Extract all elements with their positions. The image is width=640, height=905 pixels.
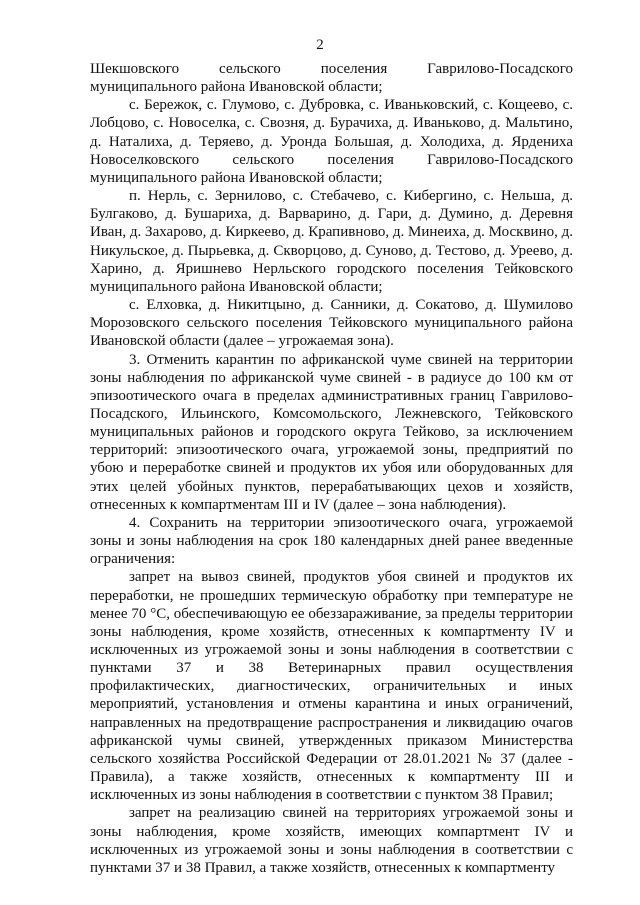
page-number: 2 [316,37,324,53]
document-body [90,60,573,877]
paragraph-continuation: Шекшовского сельского поселения Гаврилово-Посадского муниципального района Ивановской области; [90,61,573,96]
paragraph-export-ban: запрет на вывоз свиней, продуктов убоя свиней и продуктов их переработки, не прошедших термическую обработку при температуре не менее 70 °С, обеспечивающую ее обеззараживание, за пределы территории зоны наблюдения, кроме хозяйств, отнесенных к компартменту IV и исключенных из угрожаемой зоны и зоны наблюдения в соответствии с пунктами 37 и 38 Ветеринарных правил осуществления профилактических, диагностических, ограничительных и иных мероприятий, установления и отмены карантина и иных ограничений, направленных на предотвращение распространения и ликвидацию очагов африканской чумы свиней, утвержденных приказом Министерства сельского хозяйства Российской Федерации от 28.01.2021 № 37 (далее - Правила), а также хозяйств, отнесенных к компартменту III и исключенных из зоны наблюдения в соответствии с пунктом 38 Правил; [90,569,573,804]
paragraph-morozovskoe-list: с. Елховка, д. Никитцыно, д. Санники, д. Сокатово, д. Шумилово Морозовского сельского поселения Тейковского муниципального района Ивановской области (далее – угрожаемая зона). [90,297,573,350]
paragraph-nerlskoe-list: п. Нерль, с. Зернилово, с. Стебачево, с. Кибергино, с. Нельша, д. Булгаково, д. Бушариха, д. Варварино, д. Гари, д. Думино, д. Деревня Иван, д. Захарово, д. Киркеево, д. Крапивново, д. Минеиха, д. Москвино, д. Никульское, д. Пырьевка, д. Скворцово, д. Суново, д. Тестово, д. Уреево, д. Харино, д. Яришнево Нерльского городского поселения Тейковского муниципального района Ивановской области; [90,188,573,295]
paragraph-novoselkovskoe-list: с. Бережок, с. Глумово, с. Дубровка, с. Иваньковский, с. Кощеево, с. Лобцово, с. Новоселка, с. Свозня, д. Бурачиха, д. Иваньково, д. Мальтино, д. Наталиха, д. Теряево, д. Уронда Большая, д. Холодиха, д. Ярдениха Новоселковского сельского поселения Гаврилово-Посадского муниципального района Ивановской области; [90,97,573,186]
paragraph-item-4: 4. Сохранить на территории эпизоотического очага, угрожаемой зоны и зоны наблюдения на срок 180 календарных дней ранее введенные ограничения: [90,514,573,568]
paragraph-sale-ban: запрет на реализацию свиней на территориях угрожаемой зоны и зоны наблюдения, кроме хозяйств, имеющих компартмент IV и исключенных из угрожаемой зоны и зоны наблюдения в соответствии с пунктами 37 и 38 Правил, а также хозяйств, отнесенных к компартменту [90,805,573,876]
paragraph-item-3: 3. Отменить карантин по африканской чуме свиней на территории зоны наблюдения по африканской чуме свиней - в радиусе до 100 км от эпизоотического очага в пределах административных границ Гаврилово-Посадского, Ильинского, Комсомольского, Лежневского, Тейковского муниципальных районов и городского округа Тейково, за исключением территорий: эпизоотического очага, угрожаемой зоны, предприятий по убою и переработке свиней и продуктов их убоя или оборудованных для этих целей убойных пунктов, перерабатывающих цехов и хозяйств, отнесенных к компартментам III и IV (далее – зона наблюдения). [90,351,573,513]
